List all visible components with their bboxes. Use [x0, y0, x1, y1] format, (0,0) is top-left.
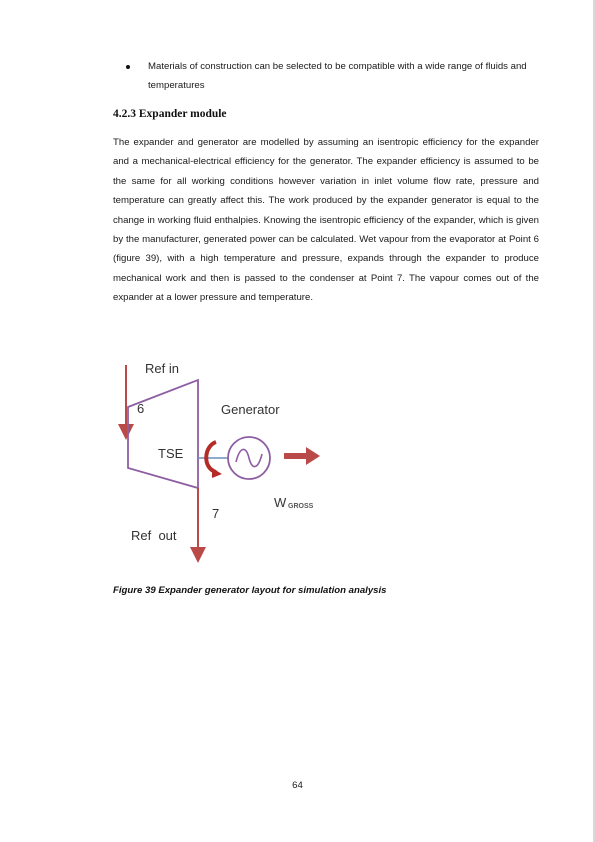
generator-label: Generator — [221, 402, 280, 417]
ref-in-label: Ref in — [145, 361, 179, 376]
expander-shape — [128, 380, 198, 488]
rotation-arrow-icon — [206, 442, 216, 472]
bullet-dot — [126, 65, 130, 69]
bullet-text: Materials of construction can be selected to be compatible with a wide range of fluids and temperatures — [148, 61, 527, 91]
figure-caption: Figure 39 Expander generator layout for simulation analysis — [113, 585, 387, 596]
work-subscript-label: GROSS — [288, 503, 314, 510]
point-in-label: 6 — [137, 401, 145, 416]
power-output-arrow — [284, 447, 320, 465]
point-out-label: 7 — [212, 506, 220, 521]
work-label: W — [274, 495, 287, 510]
sine-wave-icon — [236, 449, 262, 466]
section-heading: 4.2.3 Expander module — [113, 108, 227, 120]
ref-out-label: Ref out — [131, 528, 177, 543]
body-paragraph: The expander and generator are modelled by assuming an isentropic efficiency for the expander and a mechanical-electrical efficiency for the generator. The expander efficiency is assumed to be the same for all working conditions however variation in inlet volume flow rate, pressure and temperature can greatly affect this. The work produced by the expander generator is equal to the change in working fluid enthalpies. Knowing the isentropic efficiency of the expander, which is given by the manufacturer, generated power can be calculated. Wet vapour from the evaporator at Point 6 (figure 39), with a high temperature and pressure, expands through the expander to produce mechanical work and then is passed to the condenser at Point 7. The vapour comes out of the expander at a lower pressure and temperature. — [113, 137, 539, 304]
rotation-arrowhead-icon — [212, 468, 222, 478]
expander-label: TSE — [158, 446, 184, 461]
page-number: 64 — [292, 780, 303, 791]
expander-generator-diagram — [108, 350, 348, 570]
bullet-item — [128, 57, 540, 95]
